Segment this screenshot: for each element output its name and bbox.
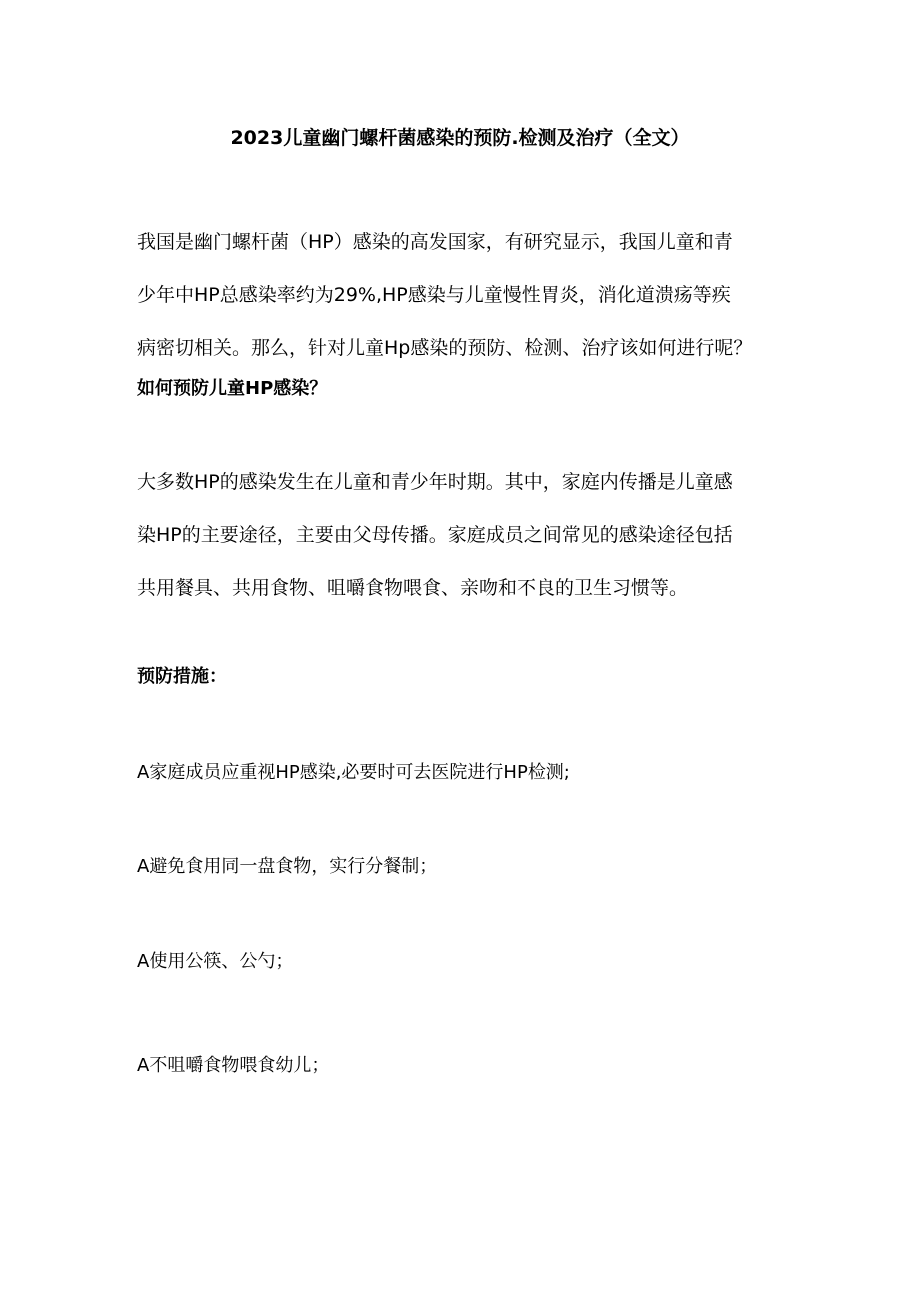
- section-line: 共用餐具、共用食物、咀嚼食物喂食、亲吻和不良的卫生习惯等。: [137, 577, 689, 599]
- intro-line: 我国是幽门螺杆菌（HP）感染的高发国家，有研究显示，我国儿童和青: [137, 231, 733, 253]
- intro-paragraph: [137, 216, 797, 375]
- intro-line: 病密切相关。那么，针对儿童Hp感染的预防、检测、治疗该如何进行呢？: [137, 337, 753, 359]
- measure-item: A避免食用同一盘食物，实行分餐制；: [137, 856, 438, 877]
- section-line: 染HP的主要途径，主要由父母传播。家庭成员之间常见的感染途径包括: [137, 524, 733, 546]
- document-title: 2023儿童幽门螺杆菌感染的预防.检测及治疗（全文）: [230, 127, 690, 149]
- section-paragraph: [137, 456, 797, 615]
- measure-item: A家庭成员应重视HP感染,必要时可去医院进行HP检测;: [137, 762, 570, 783]
- section-line: 大多数HP的感染发生在儿童和青少年时期。其中，家庭内传播是儿童感: [137, 471, 733, 493]
- measure-item: A不咀嚼食物喂食幼儿；: [137, 1055, 330, 1076]
- measures-heading: 预防措施：: [137, 666, 227, 687]
- section-heading: 如何预防儿童HP感染？: [137, 378, 328, 399]
- intro-line: 少年中HP总感染率约为29%,HP感染与儿童慢性胃炎，消化道溃疡等疾: [137, 284, 731, 306]
- measure-item: A使用公筷、公勺；: [137, 951, 294, 972]
